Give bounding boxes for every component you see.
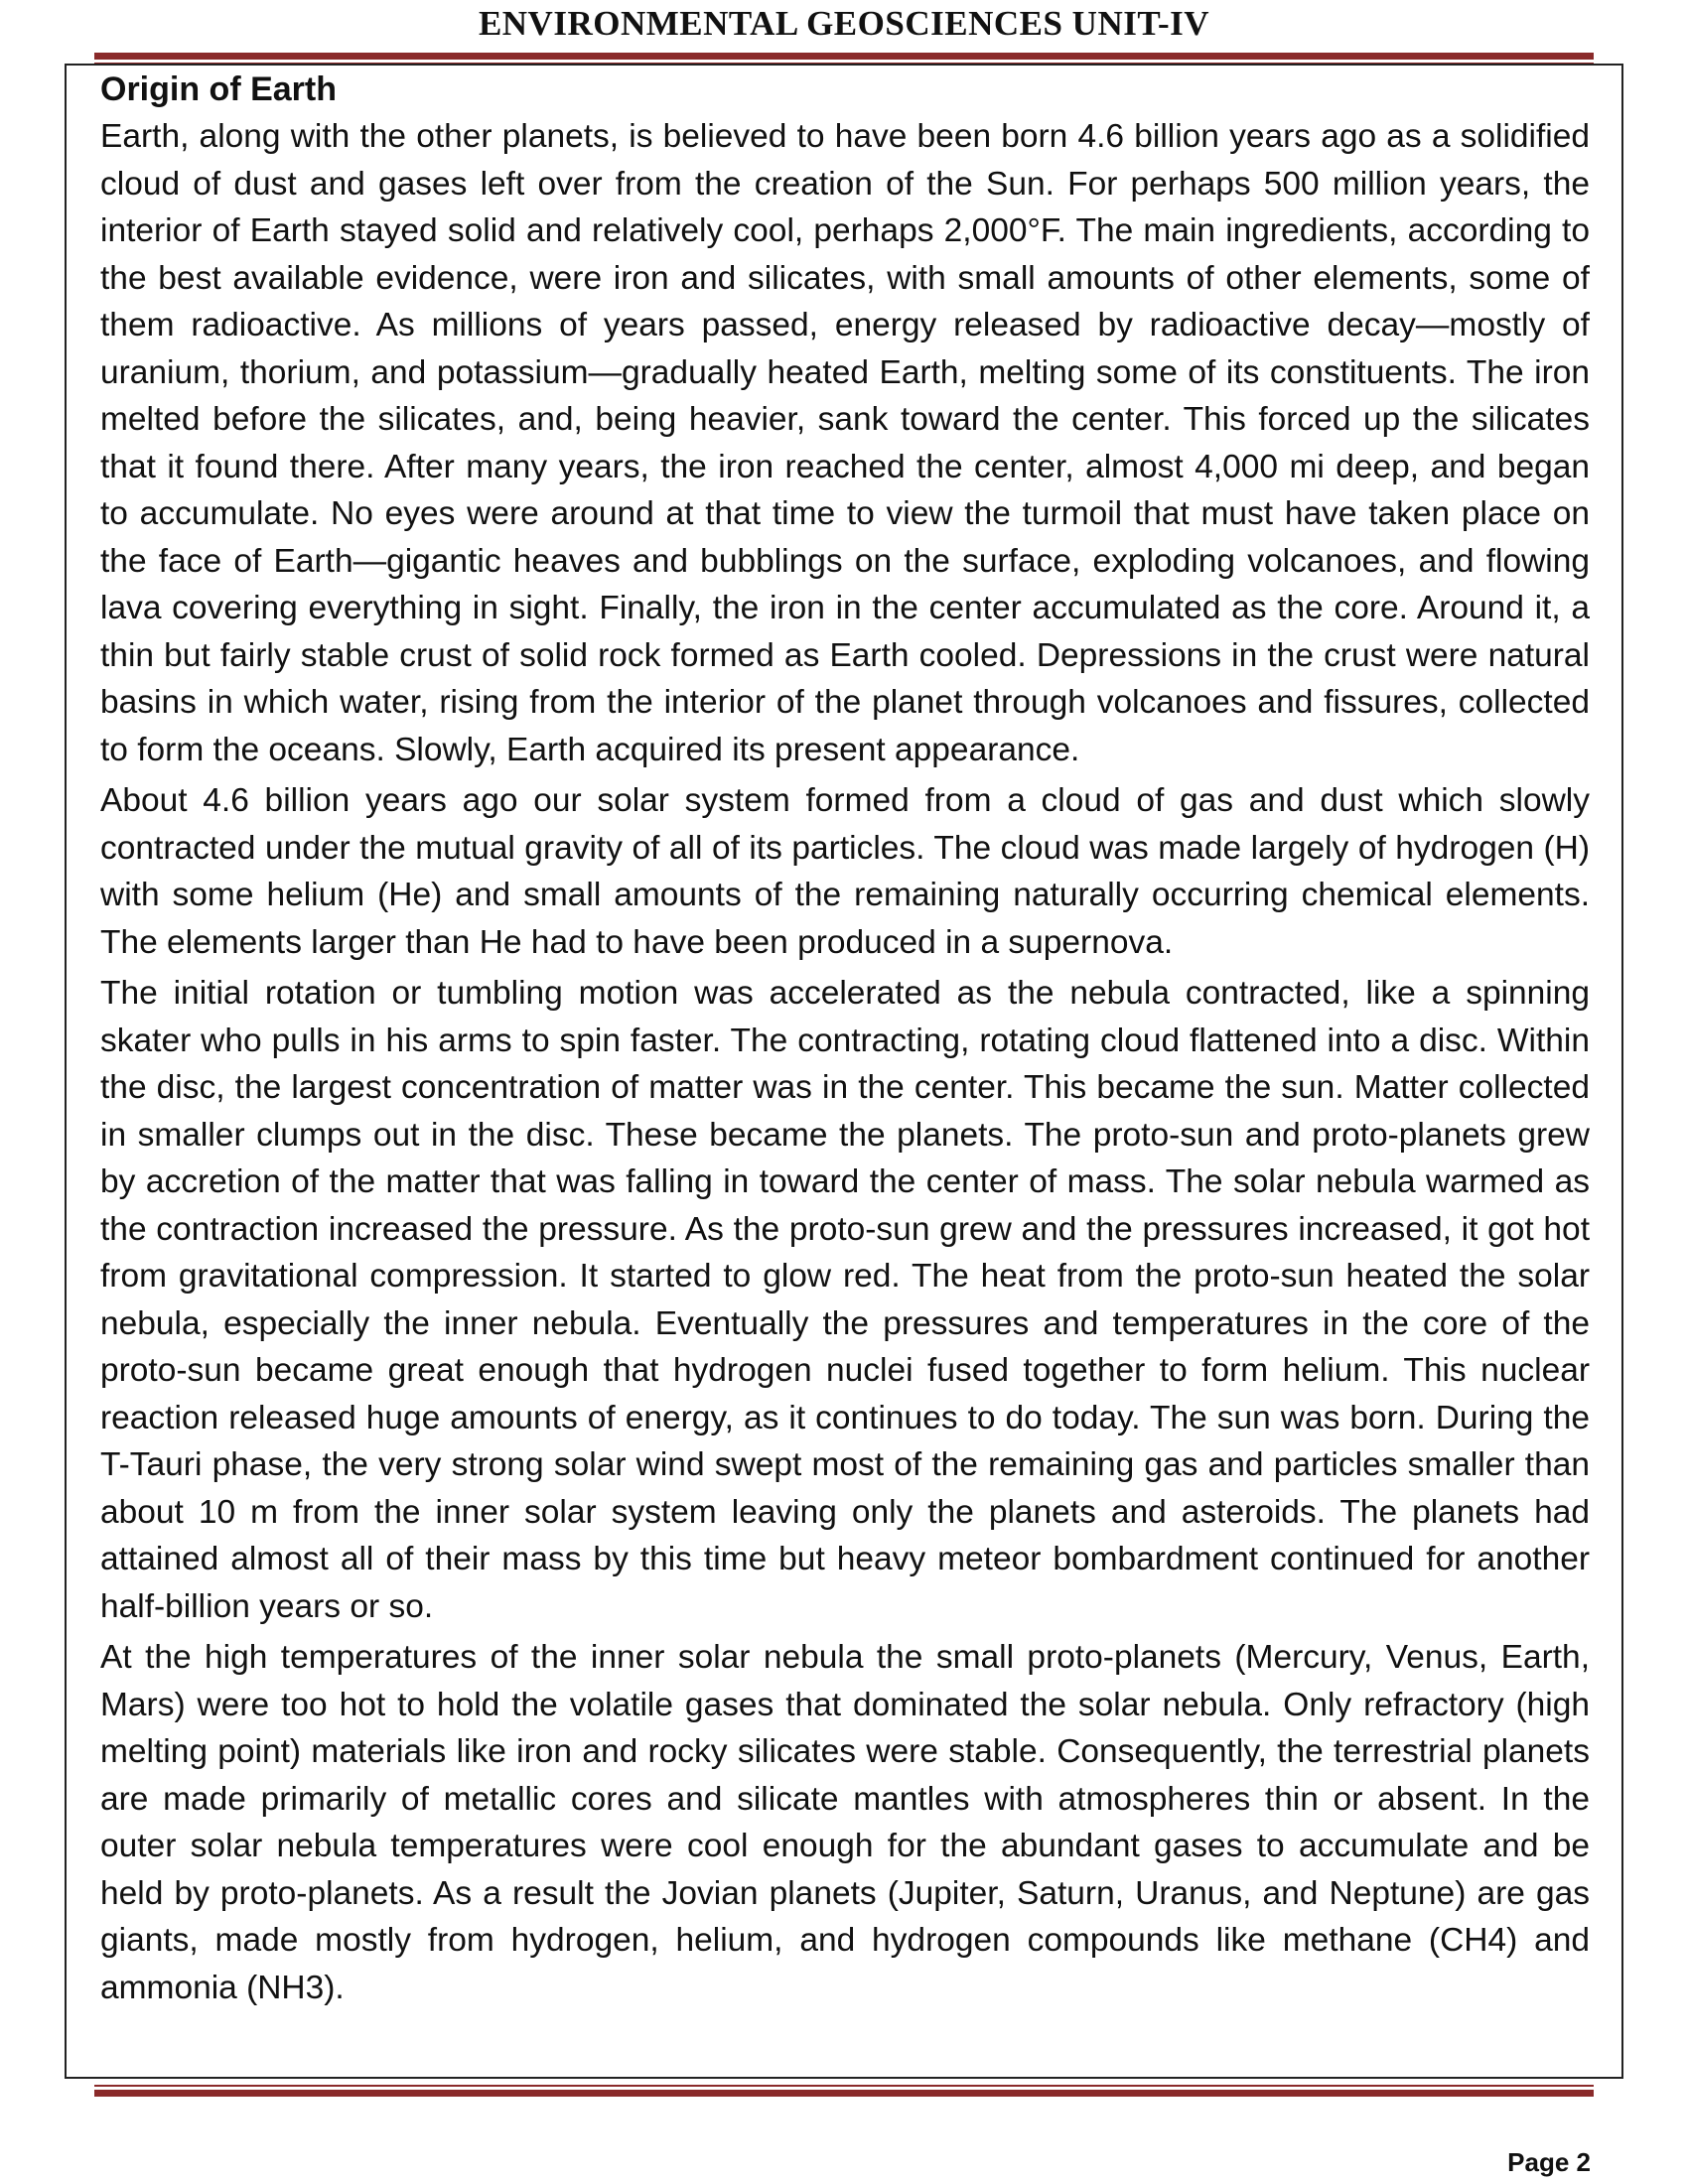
content-frame	[65, 64, 1623, 2079]
paragraph-2: About 4.6 billion years ago our solar system formed from a cloud of gas and dust which slowly contracted under the mutual gravity of all of its particles. The cloud was made largely of hydrogen (H) with some helium (He) and small amounts of the remaining naturally occurring chemical elements. The elements larger than He had to have been produced in a supernova.	[100, 782, 1590, 961]
footer-rule-thin	[94, 2085, 1594, 2087]
paragraph-3: The initial rotation or tumbling motion was accelerated as the nebula contracted, like a spinning skater who pulls in his arms to spin faster. The contracting, rotating cloud flattened into a disc. Within the disc, the largest concentration of matter was in the center. This became the sun. Matter collected in smaller clumps out in the disc. These became the planets. The proto-sun and proto-planets grew by accretion of the matter that was falling in toward the center of mass. The solar nebula warmed as the contraction increased the pressure. As the proto-sun grew and the pressures increased, it got hot from gravitational compression. It started to glow red. The heat from the proto-sun heated the solar nebula, especially the inner nebula. Eventually the pressures and temperatures in the core of the proto-sun became great enough that hydrogen nuclei fused together to form helium. This nuclear reaction released huge amounts of energy, as it continues to do today. The sun was born. During the T-Tauri phase, the very strong solar wind swept most of the remaining gas and particles smaller than about 10 m from the inner solar system leaving only the planets and asteroids. The planets had attained almost all of their mass by this time but heavy meteor bombardment continued for another half-billion years or so.	[100, 975, 1590, 1625]
page-number: Page 2	[1507, 2147, 1591, 2177]
paragraph-1: Earth, along with the other planets, is believed to have been born 4.6 billion years ago as a solidified cloud of dust and gases left over from the creation of the Sun. For perhaps 500 million years, the interior of Earth stayed solid and relatively cool, perhaps 2,000°F. The main ingredients, according to the best available evidence, were iron and silicates, with small amounts of other elements, some of them radioactive. As millions of years passed, energy released by radioactive decay—mostly of uranium, thorium, and potassium—gradually heated Earth, melting some of its constituents. The iron melted before the silicates, and, being heavier, sank toward the center. This forced up the silicates that it found there. After many years, the iron reached the center, almost 4,000 mi deep, and began to accumulate. No eyes were around at that time to view the turmoil that must have taken place on the face of Earth—gigantic heaves and bubblings on the surface, exploding volcanoes, and flowing lava covering everything in sight. Finally, the iron in the center accumulated as the core. Around it, a thin but fairly stable crust of solid rock formed as Earth cooled. Depressions in the crust were natural basins in which water, rising from the interior of the planet through volcanoes and fissures, collected to form the oceans. Slowly, Earth acquired its present appearance.	[100, 118, 1590, 768]
section-heading: Origin of Earth	[100, 70, 337, 108]
content-body	[100, 66, 1590, 2015]
footer-rule-thick	[94, 2090, 1594, 2097]
page-header-title: ENVIRONMENTAL GEOSCIENCES UNIT-IV	[478, 4, 1210, 43]
header-rule-thick	[94, 53, 1594, 60]
paragraph-4: At the high temperatures of the inner solar nebula the small proto-planets (Mercury, Venus, Earth, Mars) were too hot to hold the volatile gases that dominated the solar nebula. Only refractory (high melting point) materials like iron and rocky silicates were stable. Consequently, the terrestrial planets are made primarily of metallic cores and silicate mantles with atmospheres thin or absent. In the outer solar nebula temperatures were cool enough for the abundant gases to accumulate and be held by proto-planets. As a result the Jovian planets (Jupiter, Saturn, Uranus, and Neptune) are gas giants, made mostly from hydrogen, helium, and hydrogen compounds like methane (CH4) and ammonia (NH3).	[100, 1639, 1590, 2006]
